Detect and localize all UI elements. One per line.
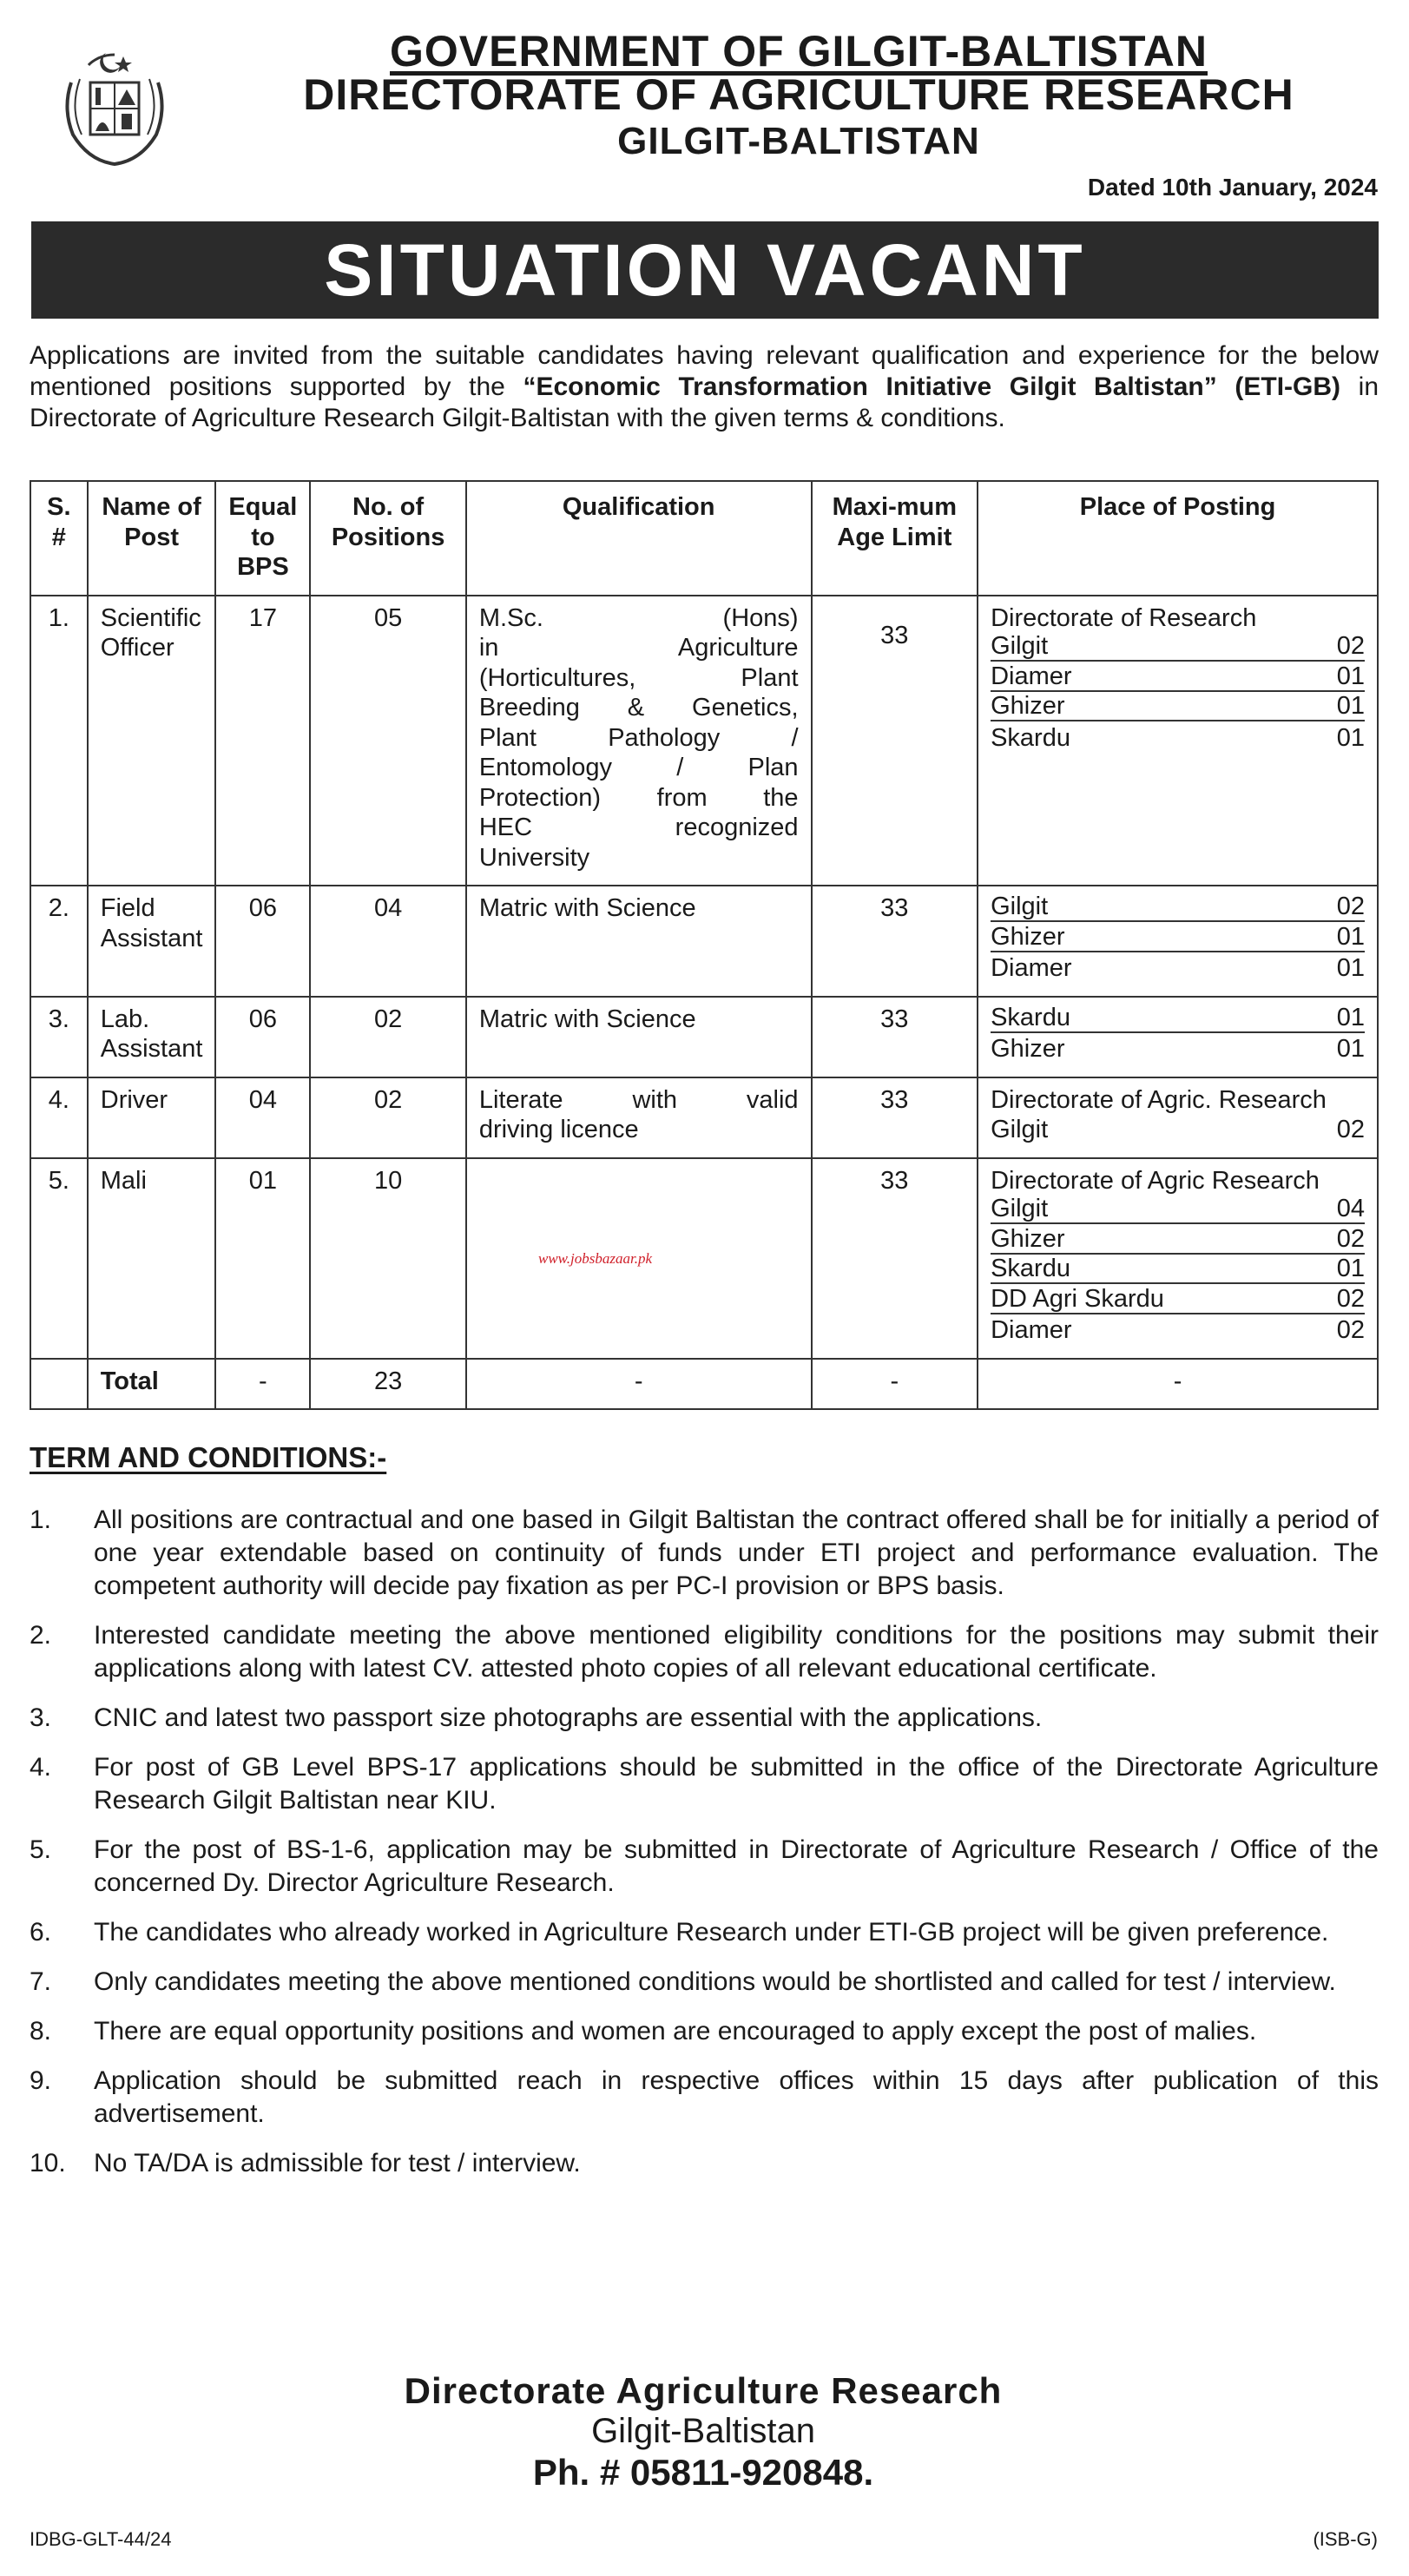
intro-text-1: Applications are invited from the suitable candidates having relevant qualification and experience for the below mentioned positions supported by the [30, 341, 1379, 401]
table-row [30, 997, 1378, 1077]
row-age-limit: 33 [812, 886, 978, 997]
row-posting [978, 886, 1378, 997]
posting-count: 01 [1336, 954, 1365, 982]
row-positions: 02 [310, 997, 465, 1077]
signature-phone: Ph. # 05811-920848. [532, 2452, 874, 2493]
row-age-limit: 33 [812, 1158, 978, 1359]
qualification-line: HEC recognized [478, 814, 799, 841]
term-number: 9. [30, 2066, 52, 2095]
posting-title: Directorate of Research [991, 603, 1257, 632]
row-posting [978, 1158, 1378, 1359]
col-serial: S. # [30, 481, 88, 596]
row-positions: 05 [310, 596, 465, 886]
term-number: 8. [30, 2017, 52, 2046]
row-posting [978, 997, 1378, 1077]
posting-count: 01 [1336, 1035, 1365, 1063]
posting-item [991, 633, 1365, 662]
posting-place: Gilgit [991, 1195, 1049, 1222]
intro-program-name: “Economic Transformation Initiative Gilgit Baltistan” (ETI-GB) [523, 372, 1341, 401]
total-bps: - [215, 1359, 310, 1410]
col-bps: Equal to BPS [215, 481, 310, 596]
intro-paragraph [30, 340, 1379, 434]
qualification-line: Plant Pathology / [478, 723, 799, 752]
qualification-line: University [478, 843, 590, 872]
row-bps: 04 [215, 1077, 310, 1158]
reference-agency: (ISB-G) [1313, 2528, 1378, 2550]
term-text: No TA/DA is admissible for test / interview. [94, 2149, 581, 2177]
date-label: Dated 10th January, 2024 [1087, 174, 1378, 201]
list-item [30, 2147, 1379, 2180]
table-row [30, 1077, 1378, 1158]
vacancy-table [30, 480, 1379, 1410]
posting-place: Ghizer [991, 692, 1065, 720]
posting-place: Ghizer [991, 1035, 1065, 1063]
posting-item [991, 924, 1365, 952]
qualification-line: Entomology / Plan [478, 754, 799, 781]
total-label: Total [88, 1359, 216, 1410]
row-age-limit: 33 [812, 997, 978, 1077]
qualification-line: Breeding & Genetics, [478, 694, 799, 721]
row-bps: 17 [215, 596, 310, 886]
col-positions: No. of Positions [310, 481, 465, 596]
posting-place: Gilgit [991, 1116, 1049, 1143]
list-item [30, 1619, 1379, 1685]
posting-count: 02 [1336, 1284, 1365, 1313]
term-number: 3. [30, 1703, 52, 1732]
list-item [30, 1702, 1379, 1735]
posting-item [991, 723, 1365, 754]
posting-count: 02 [1336, 893, 1365, 920]
list-item [30, 1966, 1379, 1999]
posting-place: Diamer [991, 954, 1072, 982]
col-age-limit: Maxi-mum Age Limit [812, 481, 978, 596]
row-post-name: Lab. Assistant [88, 997, 216, 1077]
row-qualification [466, 596, 812, 886]
intro-text-2: in Directorate of Agriculture Research Gilgit-Baltistan with the given terms & conditions. [30, 372, 1379, 432]
government-emblem-icon [54, 48, 175, 169]
terms-heading: TERM AND CONDITIONS:- [30, 1441, 387, 1473]
header-directorate: DIRECTORATE OF AGRICULTURE RESEARCH [303, 70, 1294, 119]
signature-region: Gilgit-Baltistan [591, 2412, 815, 2450]
row-serial: 4. [30, 1077, 88, 1158]
posting-place: Diamer [991, 1316, 1072, 1344]
header-government: GOVERNMENT OF GILGIT-BALTISTAN [390, 27, 1208, 76]
table-row [30, 886, 1378, 997]
posting-item [991, 693, 1365, 721]
watermark-link: www.jobsbazaar.pk [538, 1250, 652, 1267]
posting-item [991, 1034, 1365, 1064]
term-text: CNIC and latest two passport size photographs are essential with the applications. [94, 1703, 1043, 1732]
posting-title: Directorate of Agric Research [991, 1166, 1320, 1195]
term-number: 6. [30, 1918, 52, 1947]
table-row [30, 596, 1378, 886]
term-text: Application should be submitted reach in respective offices within 15 days after publication of this advertisement. [94, 2066, 1379, 2128]
posting-count: 01 [1336, 922, 1365, 951]
posting-count: 02 [1336, 1316, 1365, 1344]
term-number: 2. [30, 1621, 52, 1650]
posting-item [991, 1005, 1365, 1033]
posting-count: 01 [1336, 662, 1365, 690]
col-qualification: Qualification [466, 481, 812, 596]
qualification-line: (Horticultures, Plant [478, 663, 799, 692]
row-qualification [466, 1077, 812, 1158]
term-text: Interested candidate meeting the above mentioned eligibility conditions for the positions may submit their applications along with latest CV. attested photo copies of all relevant educational certificate. [94, 1621, 1379, 1683]
term-text: The candidates who already worked in Agriculture Research under ETI-GB project will be given preference. [94, 1918, 1329, 1947]
posting-place: Skardu [991, 1255, 1070, 1282]
row-qualification: Matric with Science [466, 997, 812, 1077]
total-serial [30, 1359, 88, 1410]
row-posting [978, 596, 1378, 886]
term-number: 1. [30, 1505, 52, 1534]
total-age: - [812, 1359, 978, 1410]
qualification-line: driving licence [478, 1116, 639, 1143]
row-serial: 2. [30, 886, 88, 997]
term-text: For post of GB Level BPS-17 applications should be submitted in the office of the Directorate Agriculture Research Gilgit Baltistan near KIU. [94, 1753, 1379, 1815]
posting-place: Ghizer [991, 1224, 1065, 1253]
col-post-name: Name of Post [88, 481, 216, 596]
term-text: There are equal opportunity positions and women are encouraged to apply except the post of malies. [94, 2017, 1257, 2046]
list-item [30, 1504, 1379, 1603]
term-number: 7. [30, 1967, 52, 1996]
row-serial: 1. [30, 596, 88, 886]
posting-count: 04 [1336, 1195, 1365, 1222]
list-item [30, 1834, 1379, 1900]
posting-place: Ghizer [991, 922, 1065, 951]
list-item [30, 1751, 1379, 1817]
total-posting: - [978, 1359, 1378, 1410]
row-post-name: Mali [88, 1158, 216, 1359]
table-total-row [30, 1359, 1378, 1410]
posting-count: 01 [1336, 723, 1365, 752]
posting-place: Skardu [991, 723, 1070, 752]
posting-item [991, 663, 1365, 692]
posting-count: 02 [1336, 1116, 1365, 1143]
table-header-row [30, 481, 1378, 596]
posting-place: Gilgit [991, 893, 1049, 920]
row-bps: 06 [215, 886, 310, 997]
row-bps: 06 [215, 997, 310, 1077]
list-item [30, 2015, 1379, 2048]
total-qualification: - [466, 1359, 812, 1410]
table-row [30, 1158, 1378, 1359]
list-item [30, 1916, 1379, 1949]
row-positions: 04 [310, 886, 465, 997]
signature-office: Directorate Agriculture Research [404, 2370, 1003, 2411]
posting-place: Diamer [991, 662, 1072, 690]
qualification-line: Literate with valid [478, 1085, 799, 1114]
posting-count: 02 [1336, 632, 1365, 660]
posting-count: 02 [1336, 1224, 1365, 1253]
row-positions: 02 [310, 1077, 465, 1158]
row-age-limit: 33 [812, 596, 978, 886]
posting-count: 01 [1336, 1003, 1365, 1031]
qualification-line: M.Sc. (Hons) [478, 603, 799, 632]
posting-item [991, 1286, 1365, 1314]
posting-item [991, 1315, 1365, 1346]
row-age-limit: 33 [812, 1077, 978, 1158]
posting-item [991, 1255, 1365, 1284]
posting-item [991, 1226, 1365, 1255]
posting-item [991, 1196, 1365, 1224]
term-text: Only candidates meeting the above mentioned conditions would be shortlisted and called for test / interview. [94, 1967, 1336, 1996]
row-positions: 10 [310, 1158, 465, 1359]
row-post-name: Scientific Officer [88, 596, 216, 886]
total-positions: 23 [310, 1359, 465, 1410]
term-number: 4. [30, 1753, 52, 1782]
row-serial: 3. [30, 997, 88, 1077]
row-posting [978, 1077, 1378, 1158]
posting-item [991, 1115, 1365, 1145]
term-number: 10. [30, 2149, 66, 2177]
posting-item [991, 893, 1365, 922]
qualification-line: in Agriculture [478, 634, 799, 662]
header-region: GILGIT-BALTISTAN [617, 120, 980, 162]
row-qualification: Matric with Science [466, 886, 812, 997]
row-post-name: Driver [88, 1077, 216, 1158]
col-posting: Place of Posting [978, 481, 1378, 596]
posting-item [991, 953, 1365, 984]
term-text: All positions are contractual and one based in Gilgit Baltistan the contract offered shall be for initially a period of one year extendable based on continuity of funds under ETI project and performance evaluation. The competent authority will decide pay fixation as per PC-I provision or BPS basis. [94, 1505, 1379, 1600]
row-bps: 01 [215, 1158, 310, 1359]
posting-place: DD Agri Skardu [991, 1284, 1164, 1313]
posting-count: 01 [1336, 692, 1365, 720]
posting-place: Gilgit [991, 632, 1049, 660]
term-text: For the post of BS-1-6, application may be submitted in Directorate of Agriculture Research / Office of the concerned Dy. Director Agriculture Research. [94, 1835, 1379, 1897]
term-number: 5. [30, 1835, 52, 1864]
qualification-line: Protection) from the [478, 783, 799, 812]
reference-code: IDBG-GLT-44/24 [30, 2528, 172, 2550]
situation-vacant-banner: SITUATION VACANT [31, 221, 1379, 319]
list-item [30, 2065, 1379, 2131]
terms-list [30, 1504, 1379, 2197]
posting-place: Skardu [991, 1003, 1070, 1031]
row-serial: 5. [30, 1158, 88, 1359]
posting-count: 01 [1336, 1255, 1365, 1282]
row-post-name: Field Assistant [88, 886, 216, 997]
posting-title: Directorate of Agric. Research [991, 1085, 1327, 1114]
